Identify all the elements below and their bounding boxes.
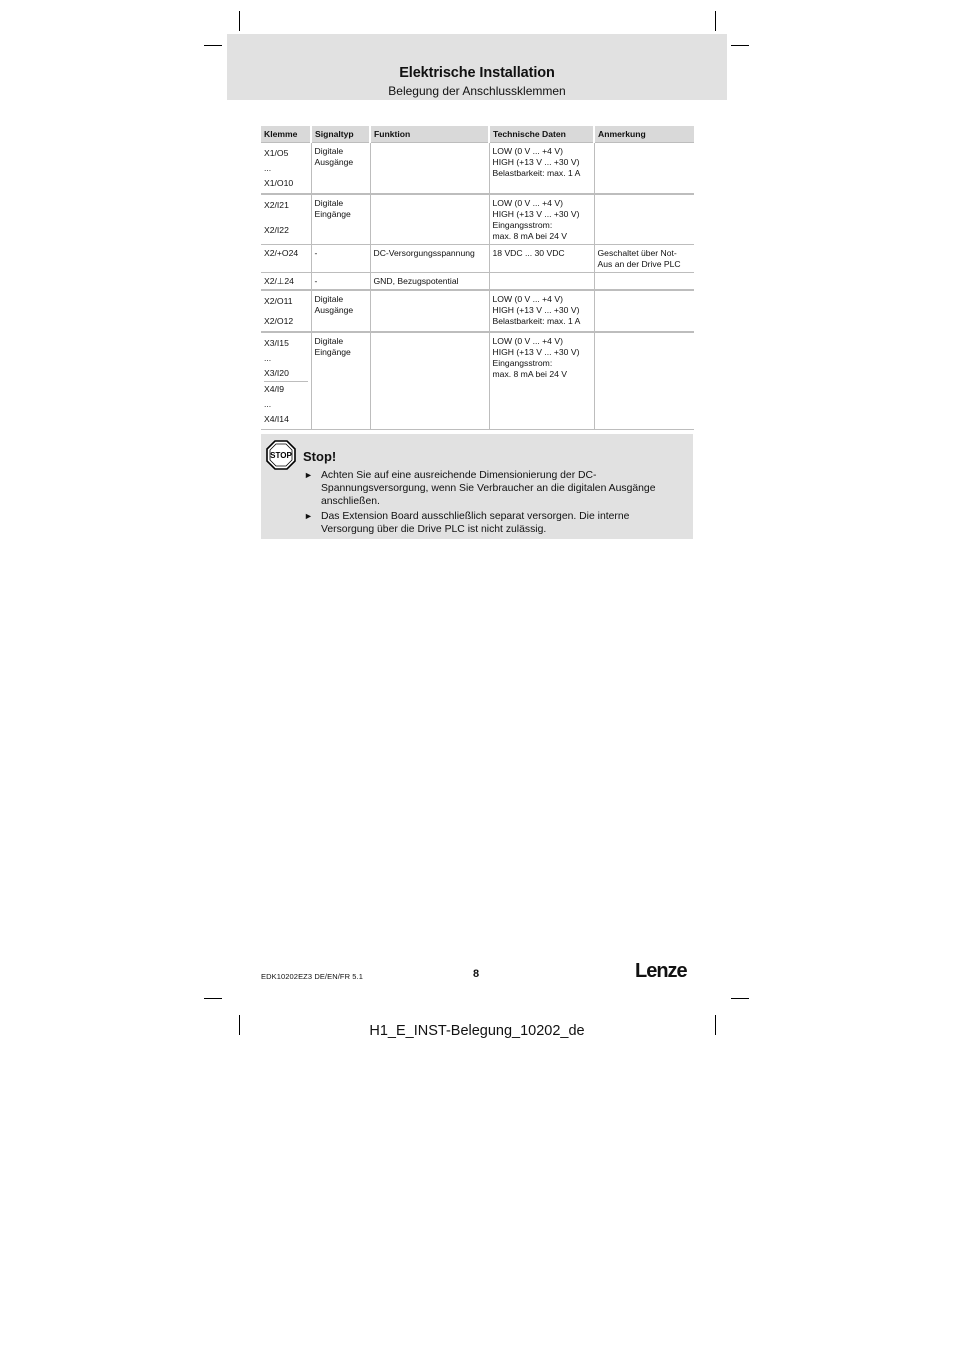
terminal-label: X2/I22 (264, 224, 289, 235)
cell-signaltyp: - (311, 244, 370, 272)
spec-line: HIGH (+13 V ... +30 V) (492, 304, 580, 315)
stop-list (303, 469, 683, 538)
table-row (261, 290, 694, 332)
cell-anmerkung (594, 142, 694, 194)
table-row (261, 244, 694, 272)
cell-anmerkung (594, 194, 694, 245)
cell-funktion (370, 142, 489, 194)
table-row (261, 194, 694, 245)
page-number: 8 (472, 968, 480, 980)
spec-line: Belastbarkeit: max. 1 A (492, 315, 581, 326)
spec-line: LOW (0 V ... +4 V) (492, 335, 563, 346)
spec-line: LOW (0 V ... +4 V) (492, 197, 563, 208)
cell-technische-daten (489, 272, 594, 290)
terminal-label: ... (264, 352, 272, 363)
cell-klemme: X2/+O24 (261, 244, 311, 272)
terminal-label: X2/I21 (264, 199, 289, 210)
cell-funktion (370, 332, 489, 430)
list-item (303, 469, 683, 508)
stop-note (261, 434, 693, 539)
terminal-label: X1/O10 (264, 177, 294, 188)
terminal-label: X3/I15 (264, 337, 289, 348)
lenze-logo: Lenze (635, 960, 687, 982)
column-header-funktion: Funktion (370, 126, 489, 142)
cell-funktion: GND, Bezugspotential (370, 272, 489, 290)
cell-signaltyp: Digitale Ausgänge (311, 290, 370, 332)
crop-mark (715, 11, 716, 31)
crop-mark (204, 45, 222, 46)
spec-line: HIGH (+13 V ... +30 V) (492, 156, 580, 167)
terminal-label: X3/I20 (264, 366, 308, 382)
terminal-label: X4/I14 (264, 413, 289, 424)
terminal-label: X4/I9 (264, 383, 285, 394)
bullet-arrow-icon: ► (304, 511, 313, 521)
page-subtitle: Belegung der Anschlussklemmen (388, 84, 566, 98)
cell-signaltyp: Digitale Eingänge (311, 194, 370, 245)
spec-line: LOW (0 V ... +4 V) (492, 145, 563, 156)
spec-line: max. 8 mA bei 24 V (492, 368, 568, 379)
cell-technische-daten (489, 290, 594, 332)
file-label: H1_E_INST-Belegung_10202_de (369, 1023, 585, 1039)
terminal-label: X1/O5 (264, 147, 289, 158)
spec-line: LOW (0 V ... +4 V) (492, 293, 563, 304)
table-row (261, 272, 694, 290)
column-header-anmerkung: Anmerkung (594, 126, 694, 142)
spec-line: HIGH (+13 V ... +30 V) (492, 346, 580, 357)
terminal-table (261, 126, 694, 430)
cell-funktion (370, 290, 489, 332)
crop-mark (731, 45, 749, 46)
crop-mark (239, 11, 240, 31)
terminal-label: X2/O12 (264, 315, 294, 326)
cell-funktion (370, 194, 489, 245)
spec-line: Eingangsstrom: (492, 357, 553, 368)
column-header-signaltyp: Signaltyp (311, 126, 370, 142)
terminal-label: ... (264, 162, 272, 173)
spec-line: Eingangsstrom: (492, 219, 553, 230)
cell-technische-daten (489, 332, 594, 430)
table-header-row (261, 126, 694, 142)
cell-klemme (261, 194, 311, 245)
stop-item-text: Das Extension Board ausschließlich separat versorgen. Die interne Versorgung über die Drive PLC ist nicht zulässig. (321, 511, 630, 535)
header-band (227, 34, 727, 100)
table-row (261, 142, 694, 194)
cell-anmerkung (594, 332, 694, 430)
column-header-klemme: Klemme (261, 126, 311, 142)
spec-line: max. 8 mA bei 24 V (492, 230, 568, 241)
cell-klemme (261, 142, 311, 194)
crop-mark (731, 998, 749, 999)
cell-anmerkung (594, 272, 694, 290)
cell-signaltyp: - (311, 272, 370, 290)
bullet-arrow-icon: ► (304, 470, 313, 480)
cell-technische-daten (489, 194, 594, 245)
cell-anmerkung: Geschaltet über Not-Aus an der Drive PLC (594, 244, 694, 272)
cell-technische-daten (489, 142, 594, 194)
list-item (303, 510, 683, 536)
stop-sign-label: STOP (270, 451, 292, 460)
stop-item-text: Achten Sie auf eine ausreichende Dimensionierung der DC-Spannungsversorgung, wenn Sie Verbraucher an die digitalen Ausgänge anschließen. (321, 470, 656, 507)
cell-funktion: DC-Versorgungsspannung (370, 244, 489, 272)
terminal-label: X2/O11 (264, 295, 293, 306)
cell-klemme: X2/⊥24 (261, 272, 311, 290)
terminal-label: ... (264, 398, 272, 409)
table-row (261, 332, 694, 430)
cell-technische-daten: 18 VDC ... 30 VDC (489, 244, 594, 272)
cell-klemme (261, 290, 311, 332)
cell-signaltyp: Digitale Eingänge (311, 332, 370, 430)
stop-title: Stop! (303, 449, 337, 464)
column-header-technische-daten: Technische Daten (489, 126, 594, 142)
cell-signaltyp: Digitale Ausgänge (311, 142, 370, 194)
cell-anmerkung (594, 290, 694, 332)
spec-line: HIGH (+13 V ... +30 V) (492, 208, 580, 219)
document-id: EDK10202EZ3 DE/EN/FR 5.1 (261, 972, 364, 981)
stop-sign-icon (266, 440, 296, 470)
crop-mark (204, 998, 222, 999)
cell-klemme (261, 332, 311, 430)
spec-line: Belastbarkeit: max. 1 A (492, 167, 581, 178)
page-title: Elektrische Installation (399, 65, 555, 81)
